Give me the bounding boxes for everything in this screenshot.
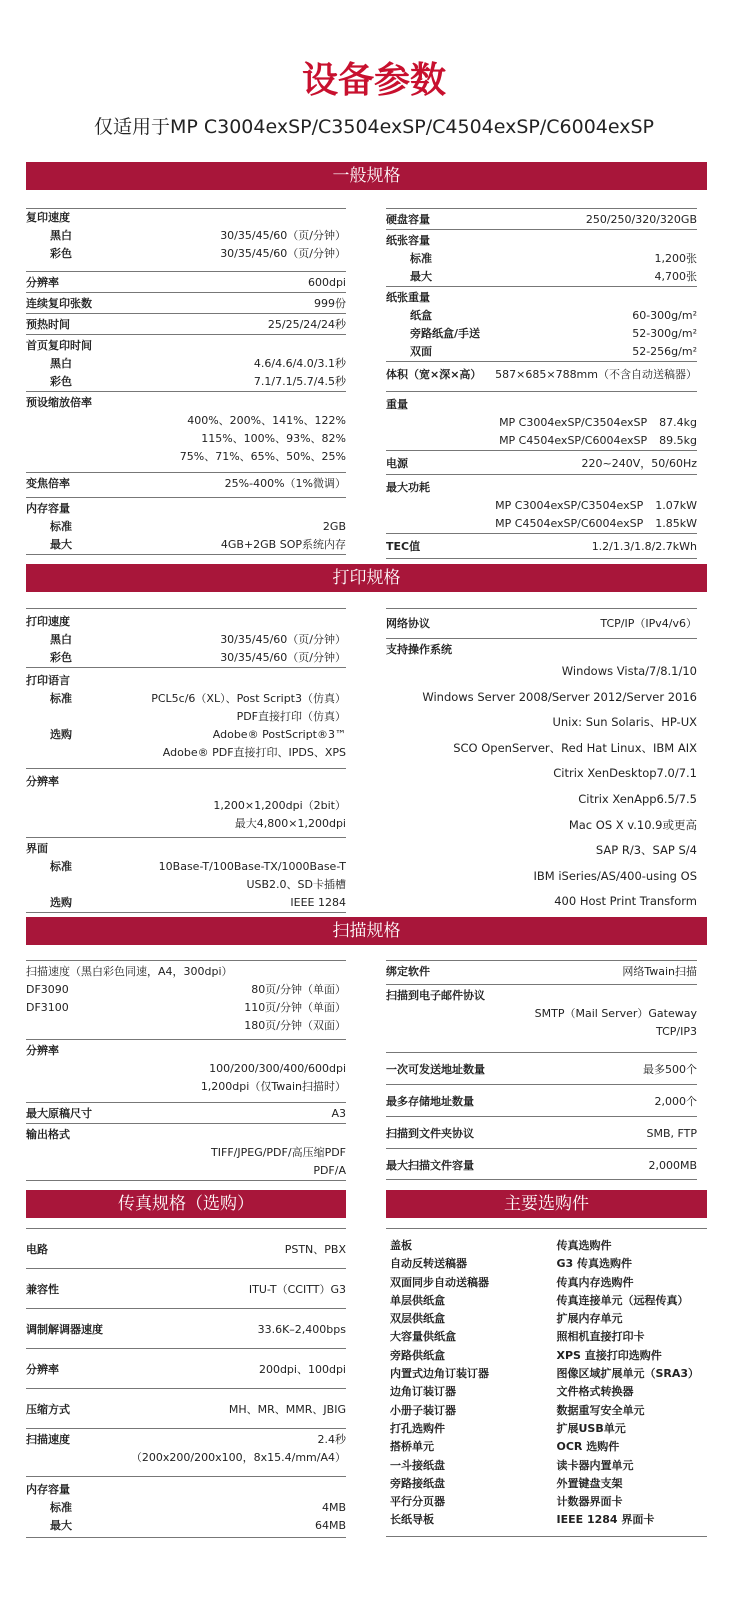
spec-label: 重量 xyxy=(386,398,408,411)
spec-group-memory xyxy=(26,497,346,555)
spec-model: MP C3004exSP/C3504exSP xyxy=(495,499,644,512)
spec-label: 输出格式 xyxy=(26,1128,70,1141)
option-item: 传真内存选购件 xyxy=(556,1275,634,1289)
spec-value: USB2.0、SD卡插槽 xyxy=(246,878,346,891)
spec-value: Adobe® PostScript®3™ xyxy=(212,728,346,741)
spec-group-hdd xyxy=(386,208,697,229)
section-band-scan: 扫描规格 xyxy=(26,917,707,945)
spec-label: TEC值 xyxy=(386,540,421,553)
spec-model: MP C3004exSP/C3504exSP xyxy=(499,416,648,429)
option-item: OCR 选购件 xyxy=(556,1440,620,1454)
spec-group-weight xyxy=(386,391,697,450)
spec-value: A3 xyxy=(331,1107,346,1120)
spec-value: 30/35/45/60（页/分钟） xyxy=(220,633,346,646)
spec-label: 支持操作系统 xyxy=(386,643,452,656)
options-list-left xyxy=(390,1237,549,1530)
option-item: 打孔选购件 xyxy=(390,1421,445,1435)
os-item: SAP R/3、SAP S/4 xyxy=(595,843,697,858)
option-item: 文件格式转换器 xyxy=(556,1385,634,1399)
option-item: 一斗接纸盘 xyxy=(390,1458,445,1472)
spec-label: 分辨率 xyxy=(26,1363,59,1376)
os-item: IBM iSeries/AS/400-using OS xyxy=(533,868,697,883)
spec-label: 纸张重量 xyxy=(386,291,430,304)
spec-value: 25%-400%（1%微调） xyxy=(224,477,346,490)
spec-value: 64MB xyxy=(314,1519,346,1532)
options-table xyxy=(386,1228,707,1537)
option-item: 扩展USB单元 xyxy=(556,1421,626,1435)
option-item: 传真选购件 xyxy=(556,1239,612,1252)
option-item: 传真连接单元（远程传真） xyxy=(556,1293,689,1307)
spec-value: （200x200/200x100，8x15.4/mm/A4） xyxy=(130,1451,346,1464)
spec-group-email-protocol xyxy=(386,984,697,1052)
spec-label: 纸张容量 xyxy=(386,234,430,247)
spec-value: 30/35/45/60（页/分钟） xyxy=(220,229,346,242)
os-item: 400 Host Print Transform xyxy=(554,894,697,909)
spec-value: 89.5kg xyxy=(659,434,697,447)
spec-value: 220~240V，50/60Hz xyxy=(581,457,697,470)
spec-sublabel: 纸盒 xyxy=(410,309,432,322)
spec-value: SMTP（Mail Server）Gateway xyxy=(534,1007,697,1020)
spec-label: 电路 xyxy=(26,1243,48,1256)
spec-label: 电源 xyxy=(386,457,408,470)
spec-value: 999份 xyxy=(314,297,346,310)
spec-sublabel: 标准 xyxy=(50,1501,72,1514)
spec-group-warmup xyxy=(26,313,346,334)
section-band-print: 打印规格 xyxy=(26,564,707,592)
spec-label: 分辨率 xyxy=(26,1044,59,1057)
os-item: Windows Server 2008/Server 2012/Server 2016 xyxy=(422,689,697,704)
spec-group-resolution xyxy=(26,271,346,292)
spec-value: 1,200dpi（仅Twain扫描时） xyxy=(200,1080,346,1093)
section-band-fax: 传真规格（选购） xyxy=(26,1190,346,1218)
spec-sublabel: 选购 xyxy=(50,728,72,741)
option-item: 旁路供纸盒 xyxy=(390,1348,445,1362)
option-item: 读卡器内置单元 xyxy=(556,1458,634,1472)
spec-value: 600dpi xyxy=(307,276,346,289)
spec-label: 扫描到电子邮件协议 xyxy=(386,989,485,1002)
print-left-column xyxy=(26,608,346,913)
option-item: 盖板 xyxy=(390,1239,412,1252)
spec-label: 兼容性 xyxy=(26,1283,59,1296)
spec-label: 最大扫描文件容量 xyxy=(386,1159,474,1172)
spec-value: 7.1/7.1/5.7/4.5秒 xyxy=(253,375,346,388)
spec-group-fax-resolution xyxy=(26,1348,346,1388)
spec-label: 打印速度 xyxy=(26,615,70,628)
spec-label: 预热时间 xyxy=(26,318,70,331)
spec-value: 4,700张 xyxy=(654,270,697,283)
spec-value: 1.2/1.3/1.8/2.7kWh xyxy=(591,540,697,553)
option-item: 平行分页器 xyxy=(390,1495,445,1509)
spec-group-modem xyxy=(26,1308,346,1348)
spec-label: 变焦倍率 xyxy=(26,477,70,490)
print-right-column xyxy=(386,608,697,932)
spec-sublabel: 选购 xyxy=(50,896,72,909)
page-subtitle: 仅适用于MP C3004exSP/C3504exSP/C4504exSP/C6004exSP xyxy=(93,116,655,138)
spec-group-line xyxy=(26,1228,346,1268)
spec-value: 52-300g/m² xyxy=(632,327,697,340)
spec-group-driver xyxy=(386,960,697,984)
option-item: 搭桥单元 xyxy=(390,1440,434,1454)
spec-label: 复印速度 xyxy=(26,211,70,224)
option-item: 内置式边角订装订器 xyxy=(390,1367,489,1381)
spec-label: 一次可发送地址数量 xyxy=(386,1063,485,1076)
os-item: SCO OpenServer、Red Hat Linux、IBM AIX xyxy=(453,740,697,755)
spec-sublabel: 黑白 xyxy=(50,633,72,646)
spec-value: 1.85kW xyxy=(655,517,697,530)
spec-value: 1,200×1,200dpi（2bit） xyxy=(213,799,346,812)
spec-value: TIFF/JPEG/PDF/高压缩PDF xyxy=(211,1146,346,1159)
spec-group-interface xyxy=(26,837,346,913)
spec-sublabel: DF3100 xyxy=(26,1001,69,1014)
option-item: 边角订装订器 xyxy=(390,1385,456,1399)
spec-group-preset-zoom xyxy=(26,391,346,466)
spec-value: SMB, FTP xyxy=(646,1127,697,1140)
spec-value: 4MB xyxy=(321,1501,346,1514)
fax-column xyxy=(26,1228,346,1538)
spec-label: 压缩方式 xyxy=(26,1403,70,1416)
spec-value: IEEE 1284 xyxy=(290,896,346,909)
spec-value: 110页/分钟（单面） xyxy=(244,1001,346,1014)
spec-sublabel: 双面 xyxy=(410,345,432,358)
spec-label: 扫描速度 xyxy=(26,1433,70,1446)
spec-sublabel: 彩色 xyxy=(50,651,72,664)
spec-group-os xyxy=(386,638,697,932)
spec-label: 打印语言 xyxy=(26,674,70,687)
spec-group-max-original xyxy=(26,1102,346,1123)
spec-value: 最大4,800×1,200dpi xyxy=(234,817,346,830)
spec-label: 扫描速度（黑白彩色同速，A4，300dpi） xyxy=(26,965,233,978)
option-item: 外置键盘支架 xyxy=(556,1476,623,1490)
spec-label: 首页复印时间 xyxy=(26,339,92,352)
spec-sublabel: 最大 xyxy=(50,538,72,551)
spec-value: 2,000MB xyxy=(648,1159,697,1172)
spec-group-max-power xyxy=(386,474,697,533)
spec-label: 最多存储地址数量 xyxy=(386,1095,474,1108)
spec-label: 绑定软件 xyxy=(386,965,430,978)
page-title: 设备参数 xyxy=(301,60,446,101)
option-item: G3 传真选购件 xyxy=(556,1257,633,1271)
option-item: 照相机直接打印卡 xyxy=(556,1330,645,1344)
spec-group-copy-speed xyxy=(26,208,346,263)
spec-value: 100/200/300/400/600dpi xyxy=(209,1062,346,1075)
spec-sublabel: 标准 xyxy=(50,860,72,873)
spec-value: 200dpi、100dpi xyxy=(258,1363,346,1376)
spec-label: 分辨率 xyxy=(26,276,59,289)
spec-group-scan-resolution xyxy=(26,1039,346,1096)
spec-label: 调制解调器速度 xyxy=(26,1323,103,1336)
spec-model: MP C4504exSP/C6004exSP xyxy=(495,517,644,530)
spec-sublabel: 最大 xyxy=(410,270,432,283)
spec-value: PDF/A xyxy=(313,1164,346,1177)
spec-group-folder-protocol xyxy=(386,1116,697,1148)
spec-value: 180页/分钟（双面） xyxy=(244,1019,346,1032)
spec-value: 80页/分钟（单面） xyxy=(251,983,346,996)
spec-sublabel: 标准 xyxy=(50,692,72,705)
spec-model: MP C4504exSP/C6004exSP xyxy=(499,434,648,447)
section-band-general: 一般规格 xyxy=(26,162,707,190)
spec-sublabel: 黑白 xyxy=(50,357,72,370)
option-item: 扩展内存单元 xyxy=(556,1312,623,1326)
spec-sublabel: DF3090 xyxy=(26,983,69,996)
spec-value: 115%、100%、93%、82% xyxy=(201,432,346,445)
spec-value: 25/25/24/24秒 xyxy=(267,318,346,331)
option-item: 自动反转送稿器 xyxy=(390,1257,467,1271)
spec-value: 2GB xyxy=(322,520,346,533)
spec-group-continuous xyxy=(26,292,346,313)
spec-value: TCP/IP3 xyxy=(656,1025,697,1038)
general-left-column xyxy=(26,208,346,555)
spec-value: 1.07kW xyxy=(655,499,697,512)
spec-group-first-copy xyxy=(26,334,346,391)
spec-label: 扫描到文件夹协议 xyxy=(386,1127,474,1140)
option-item: 小册子装订器 xyxy=(390,1403,456,1417)
option-item: 单层供纸盒 xyxy=(390,1293,445,1307)
os-item: Citrix XenApp6.5/7.5 xyxy=(578,791,697,806)
spec-value: PSTN、PBX xyxy=(284,1243,346,1256)
spec-sublabel: 彩色 xyxy=(50,247,72,260)
option-item: 双面同步自动送稿器 xyxy=(390,1275,489,1289)
spec-group-paper-capacity xyxy=(386,229,697,286)
option-item: IEEE 1284 界面卡 xyxy=(556,1513,655,1527)
spec-sublabel: 黑白 xyxy=(50,229,72,242)
spec-value: 最多500个 xyxy=(643,1063,697,1076)
spec-group-compression xyxy=(26,1388,346,1428)
spec-label: 连续复印张数 xyxy=(26,297,92,310)
spec-value: 250/250/320/320GB xyxy=(585,213,697,226)
option-item: 长纸导板 xyxy=(390,1513,434,1527)
spec-label: 界面 xyxy=(26,842,48,855)
spec-value: Adobe® PDF直接打印、IPDS、XPS xyxy=(162,746,346,759)
spec-label: 最大原稿尺寸 xyxy=(26,1107,92,1120)
spec-value: 4GB+2GB SOP系统内存 xyxy=(220,538,346,551)
scan-left-column xyxy=(26,960,346,1181)
option-item: 双层供纸盒 xyxy=(390,1312,445,1326)
os-item: Citrix XenDesktop7.0/7.1 xyxy=(553,766,697,781)
spec-value: PDF直接打印（仿真） xyxy=(236,710,346,723)
spec-label: 最大功耗 xyxy=(386,481,430,494)
spec-group-send-address xyxy=(386,1052,697,1084)
spec-label: 预设缩放倍率 xyxy=(26,396,92,409)
spec-group-print-language xyxy=(26,667,346,762)
spec-value: 87.4kg xyxy=(659,416,697,429)
spec-sublabel: 旁路纸盒/手送 xyxy=(410,327,481,340)
options-list-right xyxy=(549,1237,708,1530)
spec-group-power xyxy=(386,450,697,474)
spec-group-output-format xyxy=(26,1123,346,1181)
spec-group-fax-scan xyxy=(26,1428,346,1476)
os-item: Unix: Sun Solaris、HP-UX xyxy=(552,715,697,730)
spec-group-print-speed xyxy=(26,608,346,667)
spec-group-store-address xyxy=(386,1084,697,1116)
spec-group-zoom xyxy=(26,472,346,493)
os-item: Windows Vista/7/8.1/10 xyxy=(561,664,697,678)
spec-group-network-protocol xyxy=(386,608,697,638)
spec-group-tec xyxy=(386,533,697,559)
spec-value: 网络Twain扫描 xyxy=(622,965,697,978)
spec-label: 内存容量 xyxy=(26,502,70,515)
spec-value: 30/35/45/60（页/分钟） xyxy=(220,651,346,664)
spec-label: 分辨率 xyxy=(26,775,59,788)
spec-value: 60-300g/m² xyxy=(632,309,697,322)
spec-group-max-file xyxy=(386,1148,697,1180)
spec-group-scan-speed xyxy=(26,960,346,1035)
spec-value: 10Base-T/100Base-TX/1000Base-T xyxy=(158,860,346,873)
spec-group-compat xyxy=(26,1268,346,1308)
os-item: Mac OS X v.10.9或更高 xyxy=(568,817,697,832)
spec-sublabel: 标准 xyxy=(410,252,432,265)
spec-value: 2.4秒 xyxy=(317,1433,346,1446)
spec-group-size xyxy=(386,361,697,391)
general-right-column xyxy=(386,208,697,559)
option-item: 图像区域扩展单元（SRA3） xyxy=(556,1367,700,1381)
option-item: 数据重写安全单元 xyxy=(556,1403,645,1417)
spec-value: 33.6K–2,400bps xyxy=(257,1323,346,1336)
spec-value: 75%、71%、65%、50%、25% xyxy=(179,450,346,463)
spec-value: TCP/IP（IPv4/v6） xyxy=(600,617,697,630)
spec-value: 1,200张 xyxy=(654,252,697,265)
spec-value: 587×685×788mm（不含自动送稿器） xyxy=(495,368,697,381)
spec-group-print-resolution xyxy=(26,768,346,833)
spec-sublabel: 最大 xyxy=(50,1519,72,1532)
spec-label: 体积（宽×深×高） xyxy=(386,368,482,381)
spec-value: PCL5c/6（XL）、Post Script3（仿真） xyxy=(151,692,346,705)
option-item: 大容量供纸盒 xyxy=(390,1330,456,1344)
spec-value: 52-256g/m² xyxy=(632,345,697,358)
spec-value: 400%、200%、141%、122% xyxy=(187,414,346,427)
options-column xyxy=(386,1228,707,1537)
spec-label: 网络协议 xyxy=(386,617,430,630)
spec-value: 4.6/4.6/4.0/3.1秒 xyxy=(253,357,346,370)
spec-group-paper-weight xyxy=(386,286,697,361)
spec-value: 2,000个 xyxy=(654,1095,697,1108)
scan-right-column xyxy=(386,960,697,1180)
spec-value: MH、MR、MMR、JBIG xyxy=(228,1403,346,1416)
spec-label: 硬盘容量 xyxy=(386,213,430,226)
os-list xyxy=(386,659,697,915)
spec-sublabel: 彩色 xyxy=(50,375,72,388)
spec-group-fax-memory xyxy=(26,1476,346,1538)
option-item: 计数器界面卡 xyxy=(556,1495,623,1509)
option-item: XPS 直接打印选购件 xyxy=(556,1348,662,1362)
spec-sublabel: 标准 xyxy=(50,520,72,533)
spec-value: ITU-T（CCITT）G3 xyxy=(248,1283,346,1296)
spec-label: 内存容量 xyxy=(26,1483,70,1496)
option-item: 旁路接纸盘 xyxy=(390,1476,445,1490)
section-band-options: 主要选购件 xyxy=(386,1190,707,1218)
spec-value: 30/35/45/60（页/分钟） xyxy=(220,247,346,260)
